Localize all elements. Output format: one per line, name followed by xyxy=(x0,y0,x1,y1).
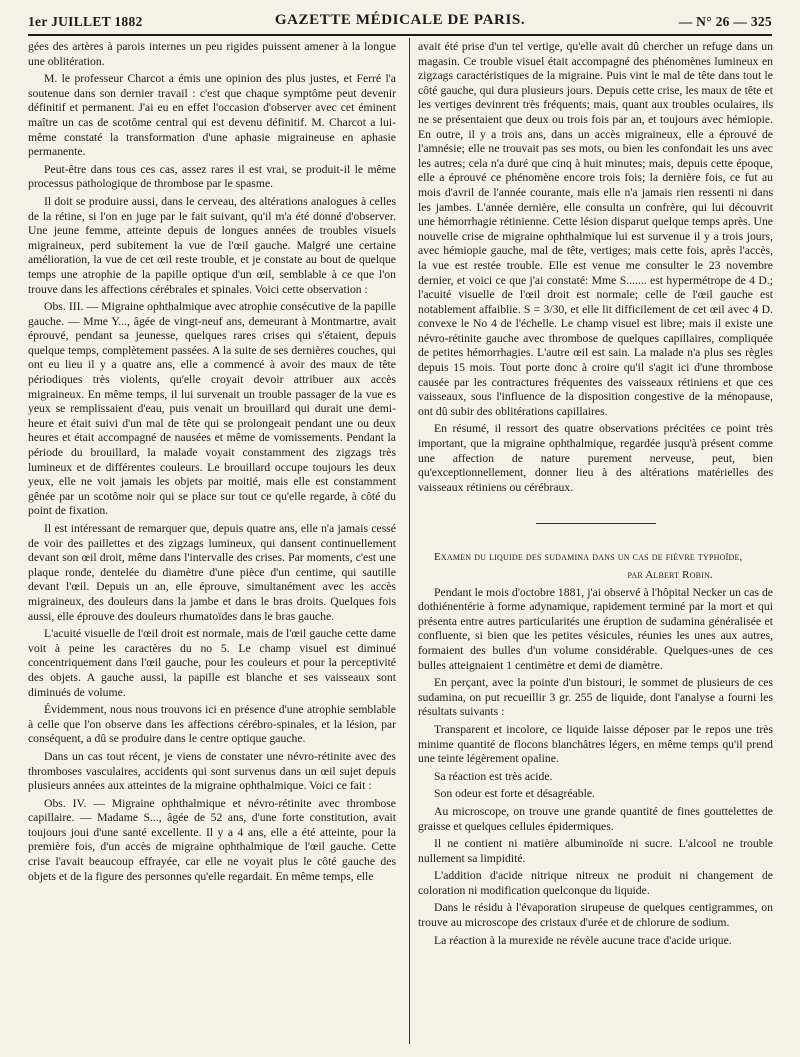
article-paragraph: Pendant le mois d'octobre 1881, j'ai observé à l'hôpital Necker un cas de dothiénentérie à forme adynamique, rapidement terminé par la mort et qui présenta entre autres particularités une éruption de sudamina généralisée et confluente, si bien que les petites vésicules, réunies les unes aux autres, formaient des bulles d'un volume considérable. Quelques-unes de ces bulles atteignaient 1 centimètre et demi de diamètre. xyxy=(418,585,773,672)
article-paragraph: La réaction à la murexide ne révèle aucune trace d'acide urique. xyxy=(434,933,732,947)
article-author: par Albert Robin. xyxy=(627,569,713,581)
paragraph: Il doit se produire aussi, dans le cerveau, des altérations analogues à celles de la rétine, si l'on en juge par le fait suivant, qu'il m'a été donné d'observer. Une jeune femme, atteinte depuis de longues années de troubles visuels migraineux, perd subitement la vue de l'œil gauche. Malgré une certaine amélioration, la vue de cet œil reste trouble, et je constate au bout de quelque temps une atrophie de la papille optique d'un œil, semblable à ce que l'on trouve dans les affections cérébrales et spinales. Voici cette observation : xyxy=(28,194,396,296)
summary-paragraph: En résumé, il ressort des quatre observations précitées ce point très important, que la migraine ophthalmique, regardée jusqu'à présent comme une affection de nature purement nerveuse, peut, bien qu'exceptionnellement, donner lieu à des altérations matérielles des vaisseaux rétiniens ou cérébraux. xyxy=(418,422,773,494)
article-separator xyxy=(536,523,656,524)
paragraph: Évidemment, nous nous trouvons ici en présence d'une atrophie semblable à celle que l'on observe dans les affections cérébro-spinales, et la lésion, par conséquent, a dû se produire dans le centre optique gauche. xyxy=(28,703,396,746)
article-title: Examen du liquide des sudamina dans un cas de fièvre typhoïde, xyxy=(434,551,743,564)
right-column xyxy=(418,40,773,951)
article-paragraph: Au microscope, on trouve une grande quantité de fines gouttelettes de graisse et quelques cellules épidermiques. xyxy=(418,804,773,833)
paragraph: Peut-être dans tous ces cas, assez rares il est vrai, se produit-il le même processus pathologique de thrombose par le spasme. xyxy=(28,162,396,191)
article-paragraph: Transparent et incolore, ce liquide laisse déposer par le repos une très minime quantité de flocons blanchâtres légers, en même temps qu'il prend une teinte légèrement opaline. xyxy=(418,722,773,766)
article-paragraph: Il ne contient ni matière albuminoïde ni sucre. L'alcool ne trouble nullement sa limpidité. xyxy=(418,837,773,865)
paragraph: gées des artères à parois internes un peu rigides puissent amener à la longue une oblitération. xyxy=(28,40,396,68)
observation-4: Obs. IV. — Migraine ophthalmique et névro-rétinite avec thrombose capillaire. — Madame S..., âgée de 52 ans, d'une forte constitution, avait toujours joui d'une santé excellente. Il y a 4 ans, elle a été atteinte, pour la première fois, d'un accès de migraine ophthalmique de l'œil gauche. Cette crise l'avait beaucoup effrayée, car elle ne voyait plus le côté gauche des objets et de la figure des personnes qu'elle regardait. En même temps, elle xyxy=(28,796,396,883)
article-paragraph: Dans le résidu à l'évaporation sirupeuse de quelques centigrammes, on trouve au microscope des cristaux d'urée et de chlorure de sodium. xyxy=(418,901,773,930)
header-title: GAZETTE MÉDICALE DE PARIS. xyxy=(274,12,526,28)
article-paragraph: Sa réaction est très acide. xyxy=(434,769,553,783)
article-paragraph: L'addition d'acide nitrique nitreux ne produit ni changement de coloration ni modification quelconque du liquide. xyxy=(418,869,773,897)
paragraph: avait été prise d'un tel vertige, qu'elle avait dû chercher un refuge dans un magasin. Ce trouble visuel était accompagné des phénomènes lumineux en zigzags caractéristiques de la migraine. Puis vint le mal de tête dans tout le côté gauche, qui dura plusieurs jours. Depuis cette crise, les maux de tête et les vertiges devinrent très fréquents; mais, quant aux troubles oculaires, ils ne se présentaient que deux ou trois fois par an, et toujours avec hémiopie. En outre, il y a trois ans, dans un accès migraineux, elle a éprouvé de l'amnésie; elle ne trouvait pas ses mots, ou bien les confondait les uns avec les autres; cela n'a duré que cinq à huit minutes; mais, depuis cette époque, elle a éprouvé ce phénomène encore trois fois; la dernière fois, ce fut au mois d'avril de l'année courante, mais elle n'a jamais rien ressenti ni dans les jambes. L'année dernière, elle consulta un confrère, qui lui découvrit une hémorrhagie rétinienne. Cette lésion disparut quelque temps après. Une nouvelle crise de migraine ophthalmique lui est survenue il y a trois jours, avec hémiopie gauche, mal de tête, vertiges; mais cette fois, après l'accès, la vue est restée trouble. Elle est venue me consulter le 23 novembre dernier, et voici ce que j'ai constaté: Mme S....... est hypermétrope de 4 D.; l'acuité visuelle de l'œil droit est normale; celle de l'œil gauche est notablement affaiblie. S = 3/30, et elle lit difficilement de cet œil avec 4 D. convexe le No 4 de l'échelle. Le champ visuel est libre; mais il existe une névro-rétinite gauche avec thrombose de quelques capillaires, compliquée de petites hémorrhagies. L'autre œil est sain. La malade n'a plus ses règles depuis 15 mois. Tout porte donc à croire qu'il s'agit ici d'une thrombose causée par les contractures fréquentes des vaisseaux rétiniens et que ces vaisseaux, sous l'influence de la disposition congestive de la ménopause, ont dû subir des oblitérations capillaires. xyxy=(418,40,773,418)
article-paragraph: Son odeur est forte et désagréable. xyxy=(434,787,595,801)
article-paragraph: En perçant, avec la pointe d'un bistouri, le sommet de plusieurs de ces sudamina, on put recueillir 3 gr. 255 de liquide, dont l'analyse a fourni les résultats suivants : xyxy=(418,676,773,719)
left-column xyxy=(28,40,396,887)
paragraph: L'acuité visuelle de l'œil droit est normale, mais de l'œil gauche cette dame voit à peine les caractères du no 5. Le champ visuel est diminué concentriquement dans l'œil gauche, pour les couleurs et pour la perceptivité des objets. A gauche aussi, la papille est blanche et ses vaisseaux sont diminués de volume. xyxy=(28,627,396,699)
header-issue: — N° 26 — 325 xyxy=(678,14,772,29)
observation-3: Obs. III. — Migraine ophthalmique avec atrophie consécutive de la papille gauche. — Mme Y..., âgée de vingt-neuf ans, demeurant à Montmartre, avait éprouvé, pendant sa jeunesse, quelques rares crises qui s'étaient, depuis quelque temps, complètement passées. A la suite de ses dernières couches, qui ont eu lieu il y a quatre ans, elle a commencé à avoir des maux de tête périodiques très violents, qu'elle croyait devoir attribuer aux accès migraineux. En même temps, il lui survenait un trouble passager de la vue es yeux se remplissaient d'eau, puis venait un brouillard qui durait une demi-heure et était suivi d'un mal de tête qui se prolongeait pendant une ou deux heures et était accompagné de nausées et même de vomissements. Pendant la période du brouillard, la malade voyait constamment des zigzags très lumineux et de différentes couleurs. Le brouillard occupe toujours les deux yeux, elle ne voit jamais les objets par moitié, mais elle est constamment gênée par un scotôme noir qui se place sur tout ce qu'elle regarde, à côté du point de fixation. xyxy=(28,300,396,518)
column-divider xyxy=(409,38,410,1044)
paragraph: Dans un cas tout récent, je viens de constater une névro-rétinite avec des thromboses vasculaires, accidents qui sont survenus dans un œil sujet depuis plusieurs années aux atteintes de la migraine ophthalmique. Voici ce fait : xyxy=(28,749,396,793)
paragraph: M. le professeur Charcot a émis une opinion des plus justes, et Ferré l'a soutenue dans son dernier travail : c'est que chaque symptôme peut devenir définitif et permanent. J'ai eu en effet l'occasion d'observer avec cet éminent maître un cas de scotôme central qui est devenu définitif. M. Charcot a lui-même constaté la transformation d'une aphasie migraineuse en aphasie permanente. xyxy=(28,72,396,159)
header-rule xyxy=(28,34,772,36)
header-date: 1er JUILLET 1882 xyxy=(28,14,143,29)
paragraph: Il est intéressant de remarquer que, depuis quatre ans, elle n'a jamais cessé de voir des paillettes et des zigzags lumineux, qui dansent continuellement devant son œil droit, même dans l'intervalle des crises. Par moments, c'est une plaque ronde, dentelée du diamètre d'une pièce d'un centime, qui sautille devant l'œil. Depuis un an, elle éprouve, simultanément avec les accès migraineux, des douleurs dans la jambe et dans le bras droits. Quelques fois aussi, elle éprouve des douleurs rhumatoïdes dans le bras gauche. xyxy=(28,522,396,623)
page-header xyxy=(28,8,772,34)
